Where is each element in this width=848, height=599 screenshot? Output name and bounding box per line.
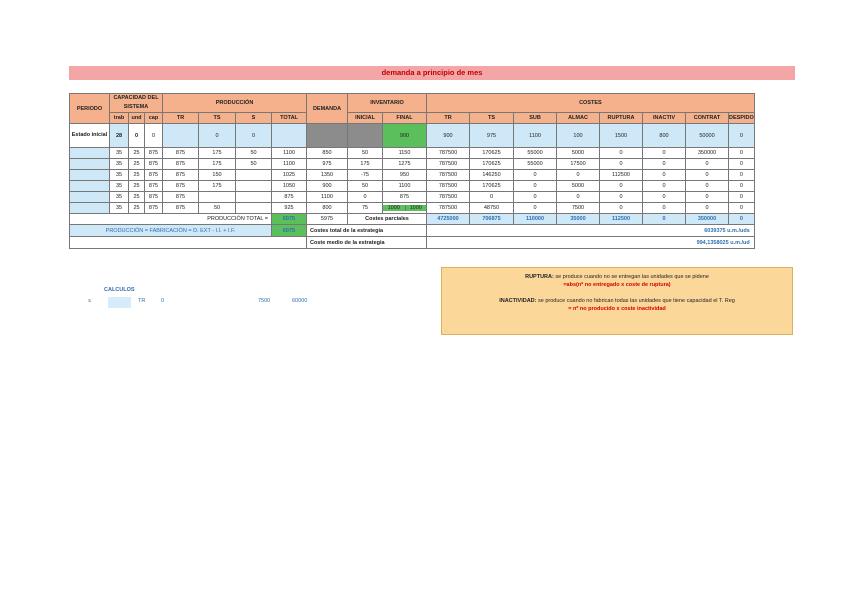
- partial-cost: 35000: [557, 214, 600, 225]
- header-cost-ruptura: RUPTURA: [600, 113, 643, 124]
- period-value-cell[interactable]: 1100: [307, 192, 348, 203]
- period-value-cell[interactable]: 875: [163, 170, 199, 181]
- production-total-label: PRODUCCIÓN TOTAL =: [70, 214, 272, 225]
- header-inventario: INVENTARIO: [348, 94, 427, 113]
- period-value-cell[interactable]: 175: [199, 159, 236, 170]
- period-value-cell[interactable]: 0: [643, 203, 686, 214]
- calculos-value-3: 60000: [292, 298, 308, 304]
- period-value-cell[interactable]: 0: [557, 192, 600, 203]
- header-produccion: PRODUCCIÓN: [163, 94, 307, 113]
- initial-cost[interactable]: 900: [427, 124, 470, 148]
- period-value-cell[interactable]: 875: [145, 148, 163, 159]
- header-und: und: [129, 113, 145, 124]
- period-value-cell[interactable]: 787500: [427, 192, 470, 203]
- period-value-cell[interactable]: 0: [729, 181, 755, 192]
- period-value-cell[interactable]: 0: [729, 192, 755, 203]
- period-cell[interactable]: [70, 148, 110, 159]
- production-total-row: [70, 214, 755, 225]
- period-value-cell[interactable]: 1275: [383, 159, 427, 170]
- period-value-cell[interactable]: 0: [686, 181, 729, 192]
- period-value-cell[interactable]: 875: [145, 181, 163, 192]
- calculos-input-cell[interactable]: [108, 297, 131, 308]
- initial-inicial: [348, 124, 383, 148]
- strategy-total-value: 6039375 u.m./uds: [427, 225, 755, 237]
- period-value-cell[interactable]: 50: [236, 159, 272, 170]
- period-value-cell[interactable]: 925: [272, 203, 307, 214]
- period-value-cell[interactable]: 0: [643, 159, 686, 170]
- period-value-cell[interactable]: 170625: [470, 148, 514, 159]
- period-value-cell[interactable]: 146250: [470, 170, 514, 181]
- final-inventory-value[interactable]: 1000: [383, 205, 405, 211]
- period-value-cell[interactable]: 1350: [307, 170, 348, 181]
- period-value-cell[interactable]: 875: [145, 159, 163, 170]
- period-row: [70, 170, 755, 181]
- strategy-average-label: Coste medio de la estrategia: [307, 237, 427, 249]
- period-value-cell[interactable]: 0: [600, 159, 643, 170]
- period-value-cell[interactable]: 875: [383, 192, 427, 203]
- production-plan-table: [69, 93, 755, 249]
- period-cell[interactable]: [70, 203, 110, 214]
- header-cost-tr: TR: [427, 113, 470, 124]
- production-formula: PRODUCCIÓN = FABRICACIÓN = D. EXT - I.I. + I.F.: [70, 225, 272, 237]
- period-value-cell[interactable]: 875: [163, 148, 199, 159]
- period-value-cell[interactable]: [236, 203, 272, 214]
- period-value-cell[interactable]: 0: [514, 181, 557, 192]
- period-value-cell[interactable]: 25: [129, 203, 145, 214]
- period-value-cell[interactable]: 875: [145, 170, 163, 181]
- partial-cost: 706875: [470, 214, 514, 225]
- period-value-cell[interactable]: 0: [643, 192, 686, 203]
- period-value-cell[interactable]: 35: [110, 170, 129, 181]
- inactividad-text: se produce cuando no fabrican todas las unidades que tiene capacidad el T. Reg: [536, 298, 735, 304]
- period-value-cell[interactable]: 787500: [427, 203, 470, 214]
- sheet-title-banner: demanda a principio de mes: [69, 66, 795, 80]
- period-value-cell[interactable]: 0: [470, 192, 514, 203]
- initial-cap[interactable]: 0: [145, 124, 163, 148]
- period-value-cell[interactable]: [236, 170, 272, 181]
- initial-cost[interactable]: 100: [557, 124, 600, 148]
- period-value-cell[interactable]: 787500: [427, 170, 470, 181]
- header-cost-inactiv: INACTIV: [643, 113, 686, 124]
- period-value-cell[interactable]: 0: [686, 159, 729, 170]
- period-value-cell[interactable]: 7500: [557, 203, 600, 214]
- period-value-cell[interactable]: 0: [348, 192, 383, 203]
- period-value-cell[interactable]: 25: [129, 170, 145, 181]
- strategy-average-value: 994,1358025 u.m./ud: [427, 237, 755, 249]
- initial-state-label: Estado inicial: [70, 124, 110, 148]
- initial-cost[interactable]: 0: [729, 124, 755, 148]
- period-value-cell[interactable]: 170625: [470, 159, 514, 170]
- partial-costs-label: Costes parciales: [348, 214, 427, 225]
- production-formula-value: 6075: [272, 225, 307, 237]
- period-value-cell[interactable]: 175: [199, 148, 236, 159]
- period-value-cell[interactable]: 0: [514, 170, 557, 181]
- period-value-cell[interactable]: 1150: [383, 148, 427, 159]
- period-value-cell[interactable]: 0: [729, 203, 755, 214]
- header-cost-despido: DESPIDO: [729, 113, 755, 124]
- period-value-cell[interactable]: 50: [236, 148, 272, 159]
- period-value-cell[interactable]: 50: [348, 181, 383, 192]
- period-value-cell[interactable]: 875: [163, 159, 199, 170]
- period-value-cell[interactable]: 55000: [514, 148, 557, 159]
- period-value-cell[interactable]: 0: [643, 181, 686, 192]
- header-cost-ts: TS: [470, 113, 514, 124]
- ruptura-formula: =abs(nº no entregado x coste de ruptura): [563, 282, 671, 288]
- strategy-total-label: Costes total de la estrategia: [307, 225, 427, 237]
- header-cost-contrat: CONTRAT: [686, 113, 729, 124]
- initial-und[interactable]: 0: [129, 124, 145, 148]
- production-total-value: 6075: [272, 214, 307, 225]
- period-cell[interactable]: [70, 181, 110, 192]
- period-value-cell[interactable]: [383, 203, 427, 214]
- calculos-symbol: ≤: [88, 298, 92, 304]
- partial-cost: 112500: [600, 214, 643, 225]
- period-value-cell[interactable]: 0: [729, 159, 755, 170]
- initial-state-row: [70, 124, 755, 148]
- period-value-cell[interactable]: 787500: [427, 159, 470, 170]
- period-value-cell[interactable]: 35: [110, 148, 129, 159]
- period-value-cell[interactable]: 950: [383, 170, 427, 181]
- header-costes: COSTES: [427, 94, 755, 113]
- period-value-cell[interactable]: 35: [110, 203, 129, 214]
- partial-cost: 350000: [686, 214, 729, 225]
- header-cost-sub: SUB: [514, 113, 557, 124]
- period-value-cell[interactable]: [236, 192, 272, 203]
- header-ts: TS: [199, 113, 236, 124]
- period-value-cell[interactable]: 0: [600, 181, 643, 192]
- period-value-cell[interactable]: 1100: [272, 148, 307, 159]
- period-value-cell[interactable]: [236, 181, 272, 192]
- header-periodo: PERIODO: [70, 94, 110, 124]
- period-value-cell[interactable]: 50: [348, 148, 383, 159]
- definitions-note: [441, 267, 793, 335]
- initial-cost[interactable]: 975: [470, 124, 514, 148]
- period-value-cell[interactable]: 0: [643, 148, 686, 159]
- period-value-cell[interactable]: 0: [729, 170, 755, 181]
- period-value-cell[interactable]: 5000: [557, 181, 600, 192]
- header-final: FINAL: [383, 113, 427, 124]
- ruptura-text: se produce cuando no se entregan las unidades que se pidene: [553, 274, 709, 280]
- partial-cost: 110000: [514, 214, 557, 225]
- empty-cell: [70, 237, 307, 249]
- calculos-value-2: 7500: [258, 298, 271, 304]
- period-value-cell[interactable]: 35: [110, 181, 129, 192]
- period-value-cell[interactable]: 0: [600, 203, 643, 214]
- header-inicial: INICIAL: [348, 113, 383, 124]
- inactividad-formula: = nº no producido x coste inactividad: [568, 306, 666, 312]
- period-value-cell[interactable]: 25: [129, 181, 145, 192]
- period-value-cell[interactable]: 0: [686, 170, 729, 181]
- initial-demand: [307, 124, 348, 148]
- partial-cost: 0: [643, 214, 686, 225]
- partial-cost: 4725000: [427, 214, 470, 225]
- calculos-tr-label: TR: [138, 298, 146, 304]
- period-value-cell[interactable]: 875: [145, 203, 163, 214]
- inactividad-label: INACTIVIDAD:: [499, 298, 537, 304]
- period-value-cell[interactable]: 875: [272, 192, 307, 203]
- period-value-cell[interactable]: 75: [348, 203, 383, 214]
- period-value-cell[interactable]: 1100: [383, 181, 427, 192]
- period-cell[interactable]: [70, 170, 110, 181]
- period-value-cell[interactable]: 0: [729, 148, 755, 159]
- period-value-cell[interactable]: 175: [199, 181, 236, 192]
- period-value-cell[interactable]: 35: [110, 159, 129, 170]
- strategy-total-row: [70, 225, 755, 237]
- period-value-cell[interactable]: 787500: [427, 181, 470, 192]
- period-value-cell[interactable]: 1050: [272, 181, 307, 192]
- strategy-average-row: [70, 237, 755, 249]
- initial-cost[interactable]: 1100: [514, 124, 557, 148]
- header-capacidad: CAPACIDAD DEL SISTEMA: [110, 94, 163, 113]
- ruptura-label: RUPTURA:: [525, 274, 554, 280]
- period-value-cell[interactable]: 350000: [686, 148, 729, 159]
- period-value-cell[interactable]: 850: [307, 148, 348, 159]
- header-s: S: [236, 113, 272, 124]
- period-value-cell[interactable]: 0: [686, 192, 729, 203]
- header-trab: trab: [110, 113, 129, 124]
- period-value-cell[interactable]: 0: [686, 203, 729, 214]
- demand-total-value: 5975: [307, 214, 348, 225]
- period-value-cell[interactable]: 5000: [557, 148, 600, 159]
- header-tr: TR: [163, 113, 199, 124]
- initial-tr[interactable]: [163, 124, 199, 148]
- period-row: [70, 181, 755, 192]
- period-value-cell[interactable]: 0: [600, 148, 643, 159]
- initial-cost[interactable]: 1500: [600, 124, 643, 148]
- period-value-cell[interactable]: 170625: [470, 181, 514, 192]
- period-value-cell[interactable]: 975: [307, 159, 348, 170]
- header-cap: cap: [145, 113, 163, 124]
- header-demanda: DEMANDA: [307, 94, 348, 124]
- period-value-cell[interactable]: 35: [110, 192, 129, 203]
- initial-cost[interactable]: 800: [643, 124, 686, 148]
- period-cell[interactable]: [70, 159, 110, 170]
- period-value-cell[interactable]: -75: [348, 170, 383, 181]
- initial-total[interactable]: [272, 124, 307, 148]
- period-value-cell[interactable]: 0: [557, 170, 600, 181]
- period-value-cell[interactable]: 0: [600, 192, 643, 203]
- initial-cost[interactable]: 50000: [686, 124, 729, 148]
- period-value-cell[interactable]: 0: [514, 192, 557, 203]
- header-cost-almac: ALMAC: [557, 113, 600, 124]
- period-row: [70, 192, 755, 203]
- period-value-cell[interactable]: 875: [145, 192, 163, 203]
- period-value-cell[interactable]: 875: [163, 181, 199, 192]
- calculos-value-1: 0: [161, 298, 165, 304]
- period-value-cell[interactable]: 25: [129, 159, 145, 170]
- period-value-cell[interactable]: 55000: [514, 159, 557, 170]
- period-row: [70, 159, 755, 170]
- final-inventory-extra[interactable]: 1000: [405, 205, 427, 211]
- period-value-cell[interactable]: 50: [199, 203, 236, 214]
- initial-trab[interactable]: 28: [110, 124, 129, 148]
- initial-final[interactable]: 900: [383, 124, 427, 148]
- period-row: [70, 148, 755, 159]
- period-value-cell[interactable]: 17500: [557, 159, 600, 170]
- period-cell[interactable]: [70, 192, 110, 203]
- initial-s[interactable]: 0: [236, 124, 272, 148]
- calculos-title: CALCULOS: [104, 287, 135, 293]
- period-value-cell[interactable]: 800: [307, 203, 348, 214]
- period-value-cell[interactable]: 787500: [427, 148, 470, 159]
- partial-cost: 0: [729, 214, 755, 225]
- period-value-cell[interactable]: 875: [163, 192, 199, 203]
- initial-ts[interactable]: 0: [199, 124, 236, 148]
- period-value-cell[interactable]: 48750: [470, 203, 514, 214]
- period-value-cell[interactable]: 0: [514, 203, 557, 214]
- period-value-cell[interactable]: 175: [348, 159, 383, 170]
- period-row: [70, 203, 755, 214]
- header-total: TOTAL: [272, 113, 307, 124]
- period-value-cell[interactable]: 150: [199, 170, 236, 181]
- period-value-cell[interactable]: 25: [129, 148, 145, 159]
- period-value-cell[interactable]: 0: [643, 170, 686, 181]
- period-value-cell[interactable]: 1025: [272, 170, 307, 181]
- period-value-cell[interactable]: [199, 192, 236, 203]
- period-value-cell[interactable]: 25: [129, 192, 145, 203]
- period-value-cell[interactable]: 875: [163, 203, 199, 214]
- period-value-cell[interactable]: 1100: [272, 159, 307, 170]
- period-value-cell[interactable]: 900: [307, 181, 348, 192]
- period-value-cell[interactable]: 112500: [600, 170, 643, 181]
